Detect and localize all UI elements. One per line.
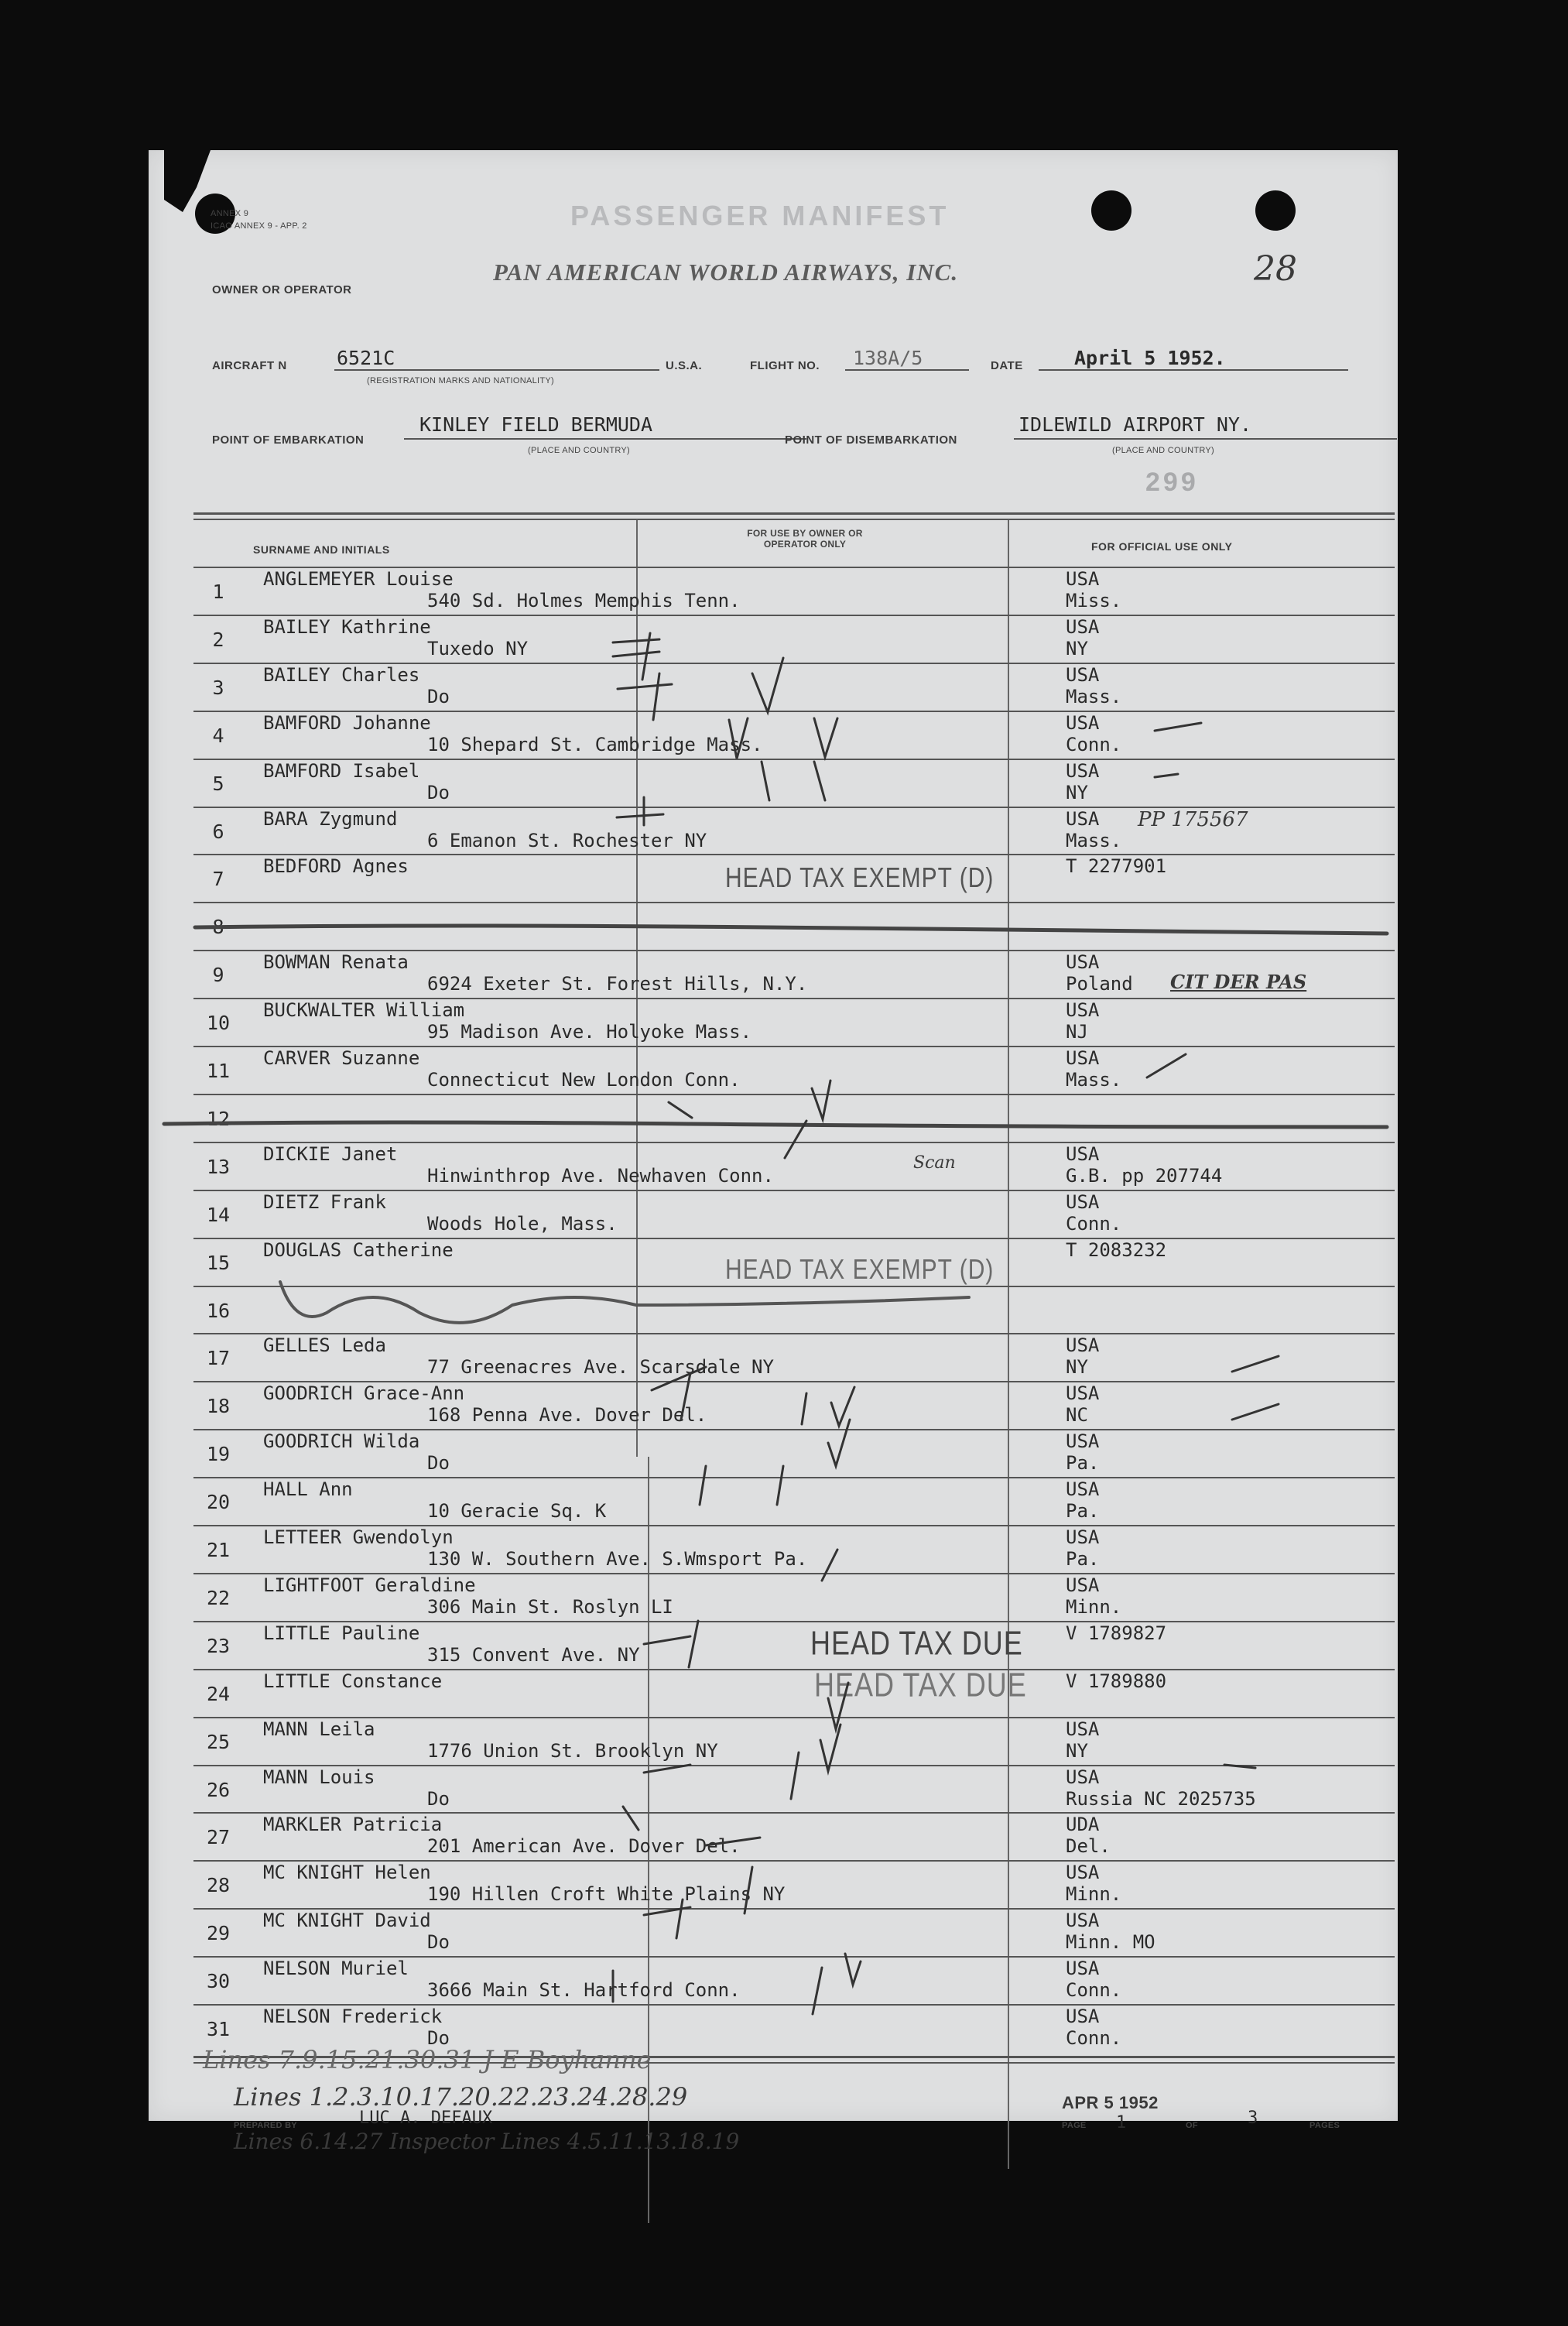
official-nationality: T 2277901 — [1066, 855, 1167, 878]
row-number: 1 — [212, 581, 224, 603]
passenger-address: 10 Shepard St. Cambridge Mass. — [427, 733, 763, 755]
passenger-name: ANGLEMEYER Louise — [263, 568, 454, 590]
row-number: 6 — [212, 820, 224, 843]
passenger-address: Do — [427, 781, 450, 803]
official-note: Pa. — [1066, 1548, 1100, 1570]
official-nationality: USA — [1066, 1766, 1100, 1788]
passenger-address: 1776 Union St. Brooklyn NY — [427, 1739, 718, 1762]
corner-code-1: ANNEX 9 — [211, 209, 249, 218]
passenger-name: GOODRICH Wilda — [263, 1430, 420, 1453]
official-nationality: USA — [1066, 1478, 1100, 1501]
registration-note: (REGISTRATION MARKS AND NATIONALITY) — [367, 376, 555, 385]
official-nationality: USA — [1066, 1910, 1100, 1932]
stamp-number: 299 — [1145, 468, 1199, 497]
row-number: 21 — [206, 1539, 231, 1561]
flight-number: 138A/5 — [853, 347, 923, 369]
row-number: 7 — [212, 868, 224, 891]
col-official-header: FOR OFFICIAL USE ONLY — [1091, 540, 1233, 553]
manifest-title: PASSENGER MANIFEST — [570, 200, 950, 231]
stamp-row-24: HEAD TAX DUE — [814, 1665, 1027, 1704]
passenger-address: Do — [427, 1787, 450, 1810]
official-nationality: USA — [1066, 1382, 1100, 1405]
row-number: 15 — [206, 1251, 231, 1274]
official-nationality: UDA — [1066, 1814, 1100, 1836]
row-number: 12 — [206, 1107, 231, 1130]
passenger-address: Tuxedo NY — [427, 637, 529, 659]
official-nationality: USA — [1066, 1958, 1100, 1980]
passenger-address: 10 Geracie Sq. K — [427, 1500, 607, 1523]
embarkation-label: POINT OF EMBARKATION — [212, 433, 365, 447]
passenger-address: 168 Penna Ave. Dover Del. — [427, 1404, 707, 1427]
passenger-name: BAMFORD Johanne — [263, 711, 431, 734]
row-number: 16 — [206, 1299, 231, 1322]
passenger-name: GOODRICH Grace-Ann — [263, 1382, 465, 1405]
official-note: Mass. — [1066, 829, 1122, 851]
passenger-name: LITTLE Pauline — [263, 1622, 420, 1644]
passenger-address: 95 Madison Ave. Holyoke Mass. — [427, 1021, 752, 1043]
passenger-name: BAILEY Kathrine — [263, 615, 431, 638]
official-note: Miss. — [1066, 590, 1122, 611]
official-note: Mass. — [1066, 685, 1122, 707]
passenger-name: BOWMAN Renata — [263, 951, 409, 974]
official-note: NY — [1066, 1356, 1088, 1379]
row-number: 19 — [206, 1443, 231, 1466]
passenger-name: DICKIE Janet — [263, 1142, 398, 1165]
pen-marks — [149, 150, 1398, 2121]
row-number: 18 — [206, 1395, 231, 1418]
official-note: Conn. — [1066, 1212, 1122, 1235]
official-nationality: USA — [1066, 1334, 1100, 1357]
disembark-place-note: (PLACE AND COUNTRY) — [1112, 446, 1215, 455]
official-nationality: USA — [1066, 663, 1100, 686]
passenger-address: 130 W. Southern Ave. S.Wmsport Pa. — [427, 1548, 808, 1570]
manifest-paper — [149, 150, 1398, 2154]
disembarkation-label: POINT OF DISEMBARKATION — [785, 433, 957, 447]
page-number: 1 — [1116, 2113, 1127, 2132]
passenger-address: 540 Sd. Holmes Memphis Tenn. — [427, 590, 741, 611]
passenger-name: MANN Louis — [263, 1766, 375, 1788]
row-number: 2 — [212, 628, 224, 651]
official-nationality: USA — [1066, 999, 1100, 1022]
official-note: Pa. — [1066, 1500, 1100, 1523]
passenger-name: NELSON Muriel — [263, 1958, 409, 1980]
passenger-address: 3666 Main St. Hartford Conn. — [427, 1979, 741, 2002]
passenger-address: 77 Greenacres Ave. Scarsdale NY — [427, 1356, 774, 1379]
official-nationality: USA — [1066, 615, 1100, 638]
disembarkation-point: IDLEWILD AIRPORT NY. — [1019, 413, 1252, 436]
of-label: OF — [1186, 2121, 1198, 2130]
usa-label: U.S.A. — [666, 359, 703, 372]
stamp-row-23: HEAD TAX DUE — [810, 1623, 1023, 1662]
row-number: 14 — [206, 1203, 231, 1226]
col-surname-header: SURNAME AND INITIALS — [253, 543, 390, 556]
aircraft-number: 6521C — [337, 347, 395, 369]
official-nationality: T 2083232 — [1066, 1238, 1167, 1261]
passenger-name: MARKLER Patricia — [263, 1814, 443, 1836]
page-total: 3 — [1248, 2108, 1258, 2128]
passenger-address: 201 American Ave. Dover Del. — [427, 1835, 741, 1858]
passenger-name: BAMFORD Isabel — [263, 759, 420, 782]
official-note: Mass. — [1066, 1069, 1122, 1091]
passenger-name: NELSON Frederick — [263, 2006, 443, 2027]
passenger-name: LIGHTFOOT Geraldine — [263, 1574, 476, 1596]
row-number: 11 — [206, 1060, 231, 1082]
passenger-name: LITTLE Constance — [263, 1670, 443, 1692]
row-number: 30 — [206, 1970, 231, 1993]
row-number: 10 — [206, 1012, 231, 1035]
row-number: 27 — [206, 1826, 231, 1849]
passenger-address: Do — [427, 2027, 450, 2049]
date-label: DATE — [991, 359, 1023, 372]
official-nationality: USA — [1066, 1718, 1100, 1740]
official-nationality: USA — [1066, 1430, 1100, 1453]
row-number: 31 — [206, 2018, 231, 2040]
footer-handwritten-2: Lines 1.2.3.10.17.20.22.23.24.28.29 — [234, 2082, 688, 2112]
prepared-by-label: PREPARED BY — [234, 2121, 297, 2130]
passenger-address: 306 Main St. Roslyn LI — [427, 1595, 673, 1618]
passenger-name: BEDFORD Agnes — [263, 855, 409, 878]
official-note: G.B. pp 207744 — [1066, 1164, 1223, 1187]
row-number: 5 — [212, 772, 224, 795]
official-note: Minn. MO — [1066, 1931, 1155, 1954]
row-number: 9 — [212, 964, 224, 987]
passenger-name: BAILEY Charles — [263, 663, 420, 686]
official-note: NY — [1066, 781, 1088, 803]
col-owner-header: FOR USE BY OWNER OR OPERATOR ONLY — [747, 528, 863, 550]
official-nationality: USA — [1066, 1862, 1100, 1884]
corner-handwritten-number: 28 — [1254, 249, 1297, 289]
corner-code-2: ICAO ANNEX 9 - APP. 2 — [211, 221, 307, 231]
official-note: Minn. — [1066, 1883, 1122, 1906]
official-nationality: USA — [1066, 711, 1100, 734]
passenger-address: Woods Hole, Mass. — [427, 1212, 618, 1235]
official-note: Del. — [1066, 1835, 1111, 1858]
passenger-name: CARVER Suzanne — [263, 1047, 420, 1069]
prepared-by-name: LUC A. DEFAUX — [359, 2108, 493, 2128]
row-number: 25 — [206, 1730, 231, 1753]
aircraft-label: AIRCRAFT N — [212, 359, 287, 372]
row-number: 28 — [206, 1874, 231, 1897]
stamp-row-7: HEAD TAX EXEMPT (D) — [725, 862, 995, 894]
passenger-name: MANN Leila — [263, 1718, 375, 1740]
pages-label: PAGES — [1310, 2121, 1340, 2130]
handwritten-scan: Scan — [913, 1153, 956, 1173]
official-nationality: USA — [1066, 951, 1100, 974]
official-nationality: USA — [1066, 1574, 1100, 1596]
flight-date: April 5 1952. — [1074, 347, 1226, 369]
embarkation-point: KINLEY FIELD BERMUDA — [419, 413, 653, 436]
embark-place-note: (PLACE AND COUNTRY) — [528, 446, 631, 455]
passenger-address: 6 Emanon St. Rochester NY — [427, 829, 707, 851]
official-nationality: USA — [1066, 1142, 1100, 1165]
passenger-name: LETTEER Gwendolyn — [263, 1526, 454, 1548]
official-nationality: USA — [1066, 568, 1100, 590]
passenger-name: DIETZ Frank — [263, 1190, 386, 1213]
row-number: 17 — [206, 1347, 231, 1370]
passenger-address: Do — [427, 1931, 450, 1954]
official-note: NJ — [1066, 1021, 1088, 1043]
passenger-name: MC KNIGHT David — [263, 1910, 431, 1932]
official-note: Conn. — [1066, 1979, 1122, 2002]
official-note: NC — [1066, 1404, 1088, 1427]
row-number: 20 — [206, 1491, 231, 1514]
official-nationality: USA — [1066, 807, 1100, 830]
row-number: 23 — [206, 1634, 231, 1657]
official-nationality: USA — [1066, 1526, 1100, 1548]
official-note: Conn. — [1066, 2027, 1122, 2049]
passenger-address: 315 Convent Ave. NY — [427, 1643, 640, 1666]
owner-label: OWNER OR OPERATOR — [212, 283, 352, 296]
handwritten-pp-number: PP 175567 — [1138, 808, 1248, 831]
row-number: 3 — [212, 676, 224, 699]
official-note: Russia NC 2025735 — [1066, 1787, 1256, 1810]
passenger-name: MC KNIGHT Helen — [263, 1862, 431, 1884]
passenger-name: BUCKWALTER William — [263, 999, 465, 1022]
passenger-name: DOUGLAS Catherine — [263, 1238, 454, 1261]
official-nationality: V 1789880 — [1066, 1670, 1167, 1692]
passenger-address: Do — [427, 1452, 450, 1475]
row-number: 13 — [206, 1155, 231, 1178]
official-nationality: USA — [1066, 1047, 1100, 1069]
date-stamp: APR 5 1952 — [1062, 2093, 1159, 2112]
handwritten-cit-der-pas: CIT DER PAS — [1170, 971, 1307, 993]
passenger-address: Connecticut New London Conn. — [427, 1069, 741, 1091]
row-number: 8 — [212, 916, 224, 939]
official-note: NY — [1066, 637, 1088, 659]
passenger-address: 190 Hillen Croft White Plains NY — [427, 1883, 786, 1906]
stamp-row-15: HEAD TAX EXEMPT (D) — [725, 1254, 995, 1286]
official-nationality: USA — [1066, 759, 1100, 782]
company-name: PAN AMERICAN WORLD AIRWAYS, INC. — [493, 259, 959, 286]
row-number: 26 — [206, 1778, 231, 1801]
official-note: Minn. — [1066, 1595, 1122, 1618]
row-number: 24 — [206, 1682, 231, 1705]
passenger-name: BARA Zygmund — [263, 807, 398, 830]
row-number: 29 — [206, 1922, 231, 1945]
footer-handwritten-1: Lines 7.9.15.21.30.31 J E Boyhanne — [203, 2045, 652, 2074]
flight-label: FLIGHT NO. — [750, 359, 820, 372]
row-number: 4 — [212, 724, 224, 747]
passenger-name: HALL Ann — [263, 1478, 353, 1501]
page-label: PAGE — [1062, 2121, 1087, 2130]
official-note: Conn. — [1066, 733, 1122, 755]
passenger-address: 6924 Exeter St. Forest Hills, N.Y. — [427, 973, 808, 995]
passenger-address: Hinwinthrop Ave. Newhaven Conn. — [427, 1164, 774, 1187]
official-nationality: V 1789827 — [1066, 1622, 1167, 1644]
passenger-address: Do — [427, 685, 450, 707]
official-note: Poland — [1066, 973, 1133, 995]
official-nationality: USA — [1066, 2006, 1100, 2027]
passenger-name: GELLES Leda — [263, 1334, 386, 1357]
official-note: NY — [1066, 1739, 1088, 1762]
official-note: Pa. — [1066, 1452, 1100, 1475]
footer-handwritten-3: Lines 6.14.27 Inspector Lines 4.5.11.13.18.19 — [234, 2129, 740, 2154]
row-number: 22 — [206, 1586, 231, 1609]
official-nationality: USA — [1066, 1190, 1100, 1213]
